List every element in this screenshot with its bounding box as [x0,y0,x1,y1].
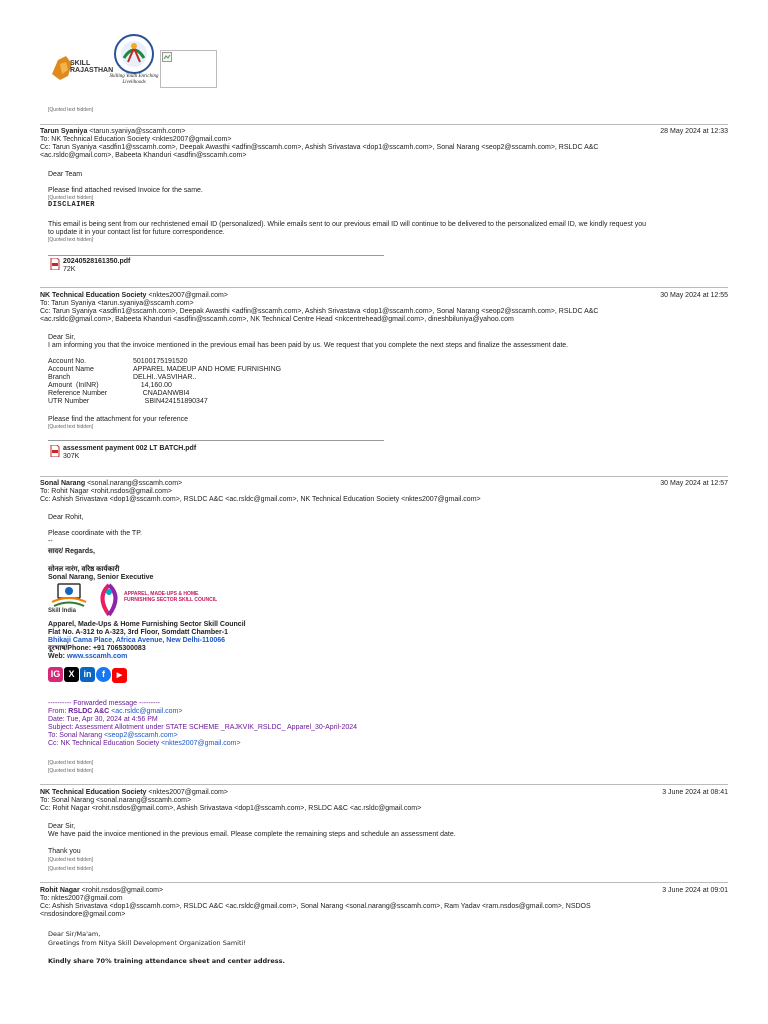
fwd-from-name: RSLDC A&C [68,708,110,715]
facebook-icon[interactable]: f [96,667,111,682]
recipients-to: To: Tarun Syaniya <tarun.syaniya@sscamh.com> [40,300,194,307]
message-body-cont [48,187,728,209]
attachment-divider [48,440,384,441]
recipients-cc: Cc: Tarun Syaniya <asdfin1@sscamh.com>, Deepak Awasthi <adfin@sscamh.com>, Ashish Srivastava <dop1@sscamh.com>, Sonal Narang <seop2@sscamh.com>, RSLDC A&C [40,308,599,315]
skilling-youth-logo [110,34,158,90]
pdf-icon [50,258,60,270]
recipients-cc-cont: <ac.rsldc@gmail.com>, Babeeta Khanduri <asdfin@sscamh.com>, NK Technical Centre Head <nkcentrehead@gmail.com>, dineshbiluniya@yahoo.com [40,316,514,323]
quoted-text-hidden[interactable]: [Quoted text hidden] [48,195,94,201]
message-header [40,887,728,919]
quoted-text-hidden[interactable]: [Quoted text hidden] [48,237,94,243]
message-body [48,334,728,350]
payment-value: CNADANWBI4 [133,390,190,397]
greeting: Dear Sir, [48,823,76,830]
amh-ssc-icon [94,583,124,617]
amh-ssc-logo [94,583,224,619]
emblem-icon [110,34,158,74]
message-header [40,480,728,504]
quoted-text-hidden[interactable]: [Quoted text hidden] [48,424,94,430]
payment-value: 14,160.00 [133,382,172,389]
phone: दूरभाष/Phone: +91 7065300083 [48,645,146,652]
recipients-cc: Cc: Ashish Srivastava <dop1@sscamh.com>, RSLDC A&C <ac.rsldc@gmail.com>, Sonal Narang <sonal.narang@sscamh.com>, Ram Yadav <ram.nsdos@gmail.com>, NSDOS [40,903,591,910]
message-body [48,823,728,839]
message-header [40,789,728,813]
fwd-date: Date: Tue, Apr 30, 2024 at 4:56 PM [48,716,158,723]
disclaimer-line: to update it in your contact list for future correspondence. [48,229,225,236]
skill-india-logo [48,582,92,618]
payment-row [48,382,281,390]
org-name: Apparel, Made-Ups & Home Furnishing Sector Skill Council [48,621,246,628]
address-link[interactable]: Bhikaji Cama Place, Africa Avenue, New Delhi-110066 [48,637,226,644]
payment-value: SBIN424151890347 [133,398,208,405]
message-date: 28 May 2024 at 12:33 [660,128,728,135]
broken-image-icon [162,52,172,62]
payment-value: DELHI..VASVIHAR.. [133,374,197,381]
quoted-text-hidden[interactable]: [Quoted text hidden] [48,760,94,766]
payment-row [48,390,281,398]
broken-image [160,50,217,88]
message-date: 3 June 2024 at 08:41 [662,789,728,796]
signature-org [48,621,728,661]
divider [40,882,728,883]
payment-row [48,366,281,374]
payment-label: Account Name [48,366,94,373]
hidden-group [48,760,728,774]
x-icon[interactable]: X [64,667,79,682]
sender-name: Rohit Nagar [40,887,80,894]
web-label: Web: [48,653,67,660]
message-date: 30 May 2024 at 12:55 [660,292,728,299]
payment-row [48,374,281,382]
fwd-from-email[interactable]: <ac.rsldc@gmail.com> [111,708,183,715]
greeting: Dear Team [48,171,83,178]
attachment[interactable] [50,445,196,461]
payment-label: UTR Number [48,398,90,405]
recipients-cc-cont: <nsdosindore@gmail.com> [40,911,126,918]
skill-india-text: Skill India [48,608,77,614]
disclaimer-text [48,221,728,243]
recipients-to: To: nktes2007@gmail.com [40,895,123,902]
body-line: Please find the attachment for your reference [48,416,189,423]
quoted-text-hidden[interactable]: [Quoted text hidden] [48,768,94,774]
quoted-text-hidden[interactable]: [Quoted text hidden] [48,866,94,872]
divider [40,476,728,477]
sig-dashes: -- [48,538,53,545]
social-links [48,667,128,683]
fwd-subject: Subject: Assessment Allotment under STATE SCHEME _RAJKVIK_RSLDC_ Apparel_30-April-2024 [48,724,358,731]
attachment-size: 72K [63,266,76,273]
forward-title: ---------- Forwarded message --------- [48,700,160,707]
body-line-bold: Kindly share 70% training attendance sheet and center address. [48,957,286,965]
body-line: I am informing you that the invoice mentioned in the previous email has been paid by us. We request that you complete the next steps and finalize the assessment date. [48,342,569,349]
quoted-text-hidden[interactable]: [Quoted text hidden] [48,107,94,113]
sender-email: <nktes2007@gmail.com> [148,292,228,299]
payment-value: APPAREL MADEUP AND HOME FURNISHING [133,366,282,373]
message-body [48,514,728,522]
linkedin-icon[interactable]: in [80,667,95,682]
pdf-icon [50,445,60,457]
body-line: Please find attached revised Invoice for the same. [48,187,203,194]
disclaimer-line: This email is being sent from our rechristened email ID (personalized). While emails sent to our previous email ID will continue to be delivered to the personalized email ID, we kindly request you [48,221,646,228]
divider [40,784,728,785]
sender-name: NK Technical Education Society [40,292,147,299]
attachment-name[interactable]: assessment payment 002 LT BATCH.pdf [63,445,197,452]
message-header [40,292,728,324]
regards: सादर/ Regards, [48,548,95,555]
skill-india-icon [48,582,92,608]
recipients-cc-cont: <ac.rsldc@gmail.com>, Babeeta Khanduri <asdfin@sscamh.com> [40,152,247,159]
message-header [40,128,728,160]
instagram-icon[interactable]: IG [48,667,63,682]
skilling-youth-text: Skilling Youth Enriching Livelihoods [109,74,159,85]
thanks: Thank you [48,848,81,855]
sender-name: Tarun Syaniya [40,128,88,135]
body-line: Please coordinate with the TP. [48,530,142,537]
fwd-to-email[interactable]: <seop2@sscamh.com> [104,732,178,739]
message-body [48,171,728,179]
recipients-to: To: Rohit Nagar <rohit.nsdos@gmail.com> [40,488,172,495]
youtube-icon[interactable]: ▶ [112,668,127,683]
sender-email: <nktes2007@gmail.com> [148,789,228,796]
payment-label: Reference Number [48,390,108,397]
fwd-cc-label: Cc: NK Technical Education Society [48,740,162,747]
divider [40,287,728,288]
sender-email: <sonal.narang@sscamh.com> [87,480,183,487]
attachment-size: 307K [63,453,80,460]
divider [40,124,728,125]
payment-label: Amount (InINR) [48,382,99,389]
skill-rajasthan-text: SKILL RAJASTHAN [70,60,114,74]
message-body-cont [48,530,728,556]
recipients-cc: Cc: Ashish Srivastava <dop1@sscamh.com>, RSLDC A&C <ac.rsldc@gmail.com>, NK Technical Education Society <nktes2007@gmail.com> [40,496,481,503]
greeting: Dear Rohit, [48,514,84,521]
recipients-cc: Cc: Tarun Syaniya <asdfin1@sscamh.com>, Deepak Awasthi <adfin@sscamh.com>, Ashish Srivastava <dop1@sscamh.com>, Sonal Narang <seop2@sscamh.com>, RSLDC A&C [40,144,599,151]
attachment-divider [48,255,384,256]
fwd-cc-email[interactable]: <nktes2007@gmail.com> [161,740,241,747]
payment-label: Branch [48,374,71,381]
amh-ssc-text: APPAREL, MADE-UPS & HOME FURNISHING SECTOR SKILL COUNCIL [124,591,218,603]
fwd-to-label: To: Sonal Narang [48,732,105,739]
message-date: 30 May 2024 at 12:57 [660,480,728,487]
body-line: We have paid the invoice mentioned in the previous email. Please complete the remaining steps and schedule an assessment date. [48,831,456,838]
forwarded-message [48,700,728,748]
signature [48,566,728,582]
sender-name: Sonal Narang [40,480,86,487]
message-body [48,930,728,966]
recipients-to: To: NK Technical Education Society <nktes2007@gmail.com> [40,136,232,143]
recipients-to: To: Sonal Narang <sonal.narang@sscamh.com> [40,797,192,804]
disclaimer-heading: DISCLAIMER [48,201,96,209]
address-line: Flat No. A-312 to A-323, 3rd Floor, Somdatt Chamber-1 [48,629,228,636]
attachment[interactable] [50,258,130,274]
payment-label: Account No. [48,358,87,365]
quoted-text-hidden[interactable]: [Quoted text hidden] [48,857,94,863]
message-body-cont [48,848,728,872]
recipients-cc: Cc: Rohit Nagar <rohit.nsdos@gmail.com>, Ashish Srivastava <dop1@sscamh.com>, RSLDC A&C <ac.rsldc@gmail.com> [40,805,422,812]
signature-hindi: सोनल नारंग, वरिष्ठ कार्यकारी [48,566,120,573]
web-link[interactable]: www.sscamh.com [66,653,128,660]
attachment-name[interactable]: 20240528161350.pdf [63,258,131,265]
payment-value: 50100175191520 [133,358,188,365]
sender-name: NK Technical Education Society [40,789,147,796]
greeting: Dear Sir/Ma'am, [48,930,101,938]
message-body-cont [48,416,728,430]
message-date: 3 June 2024 at 09:01 [662,887,728,894]
payment-details [48,358,281,406]
sender-email: <rohit.nsdos@gmail.com> [81,887,164,894]
sender-email: <tarun.syaniya@sscamh.com> [89,128,186,135]
body-line: Greetings from Nitya Skill Development Organization Samiti! [48,939,246,947]
greeting: Dear Sir, [48,334,76,341]
payment-row [48,398,281,406]
signature-name: Sonal Narang, Senior Executive [48,574,154,581]
payment-row [48,358,281,366]
fwd-from-label: From: [48,708,69,715]
skill-rajasthan-logo [48,50,114,88]
